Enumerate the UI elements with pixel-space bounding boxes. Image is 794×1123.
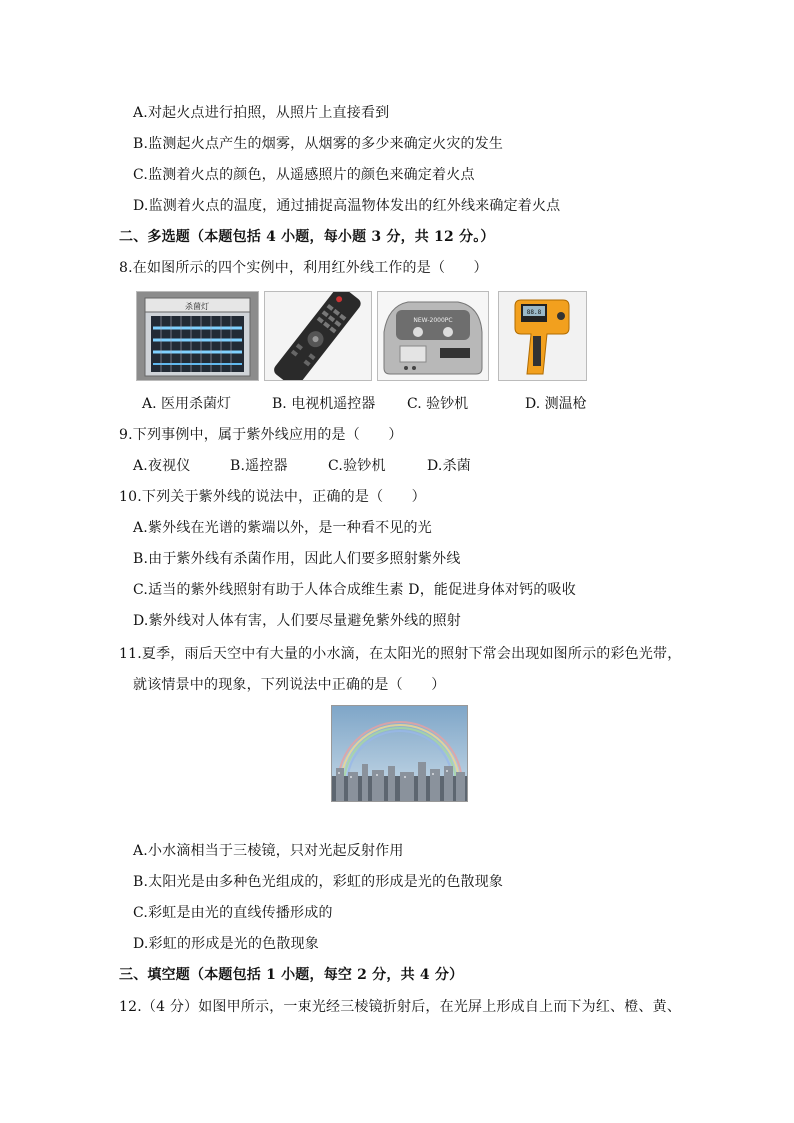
section2-title: 二、多选题（本题包括 4 小题，每小题 3 分，共 12 分。）: [119, 229, 495, 245]
q10-option-d: D.紫外线对人体有害，人们要尽量避免紫外线的照射: [133, 613, 461, 629]
q7-option-b: B.监测起火点产生的烟雾，从烟雾的多少来确定火灾的发生: [133, 136, 504, 152]
q12-stem: 12.（4 分）如图甲所示，一束光经三棱镜折射后，在光屏上形成自上而下为红、橙、黄、: [119, 999, 682, 1015]
section3-title: 三、填空题（本题包括 1 小题，每空 2 分，共 4 分）: [119, 967, 464, 983]
q11-stem-line1: 11.夏季，雨后天空中有大量的小水滴，在太阳光的照射下常会出现如图所示的彩色光带，: [119, 646, 682, 662]
q8-caption-d: D. 测温枪: [525, 396, 587, 412]
q7-option-c: C.监测着火点的颜色，从遥感照片的颜色来确定着火点: [133, 167, 475, 183]
rainbow-city-image: [331, 705, 468, 802]
q8-stem: 8.在如图所示的四个实例中，利用红外线工作的是（ ）: [119, 260, 488, 276]
q10-option-a: A.紫外线在光谱的紫端以外，是一种看不见的光: [133, 520, 432, 536]
tv-remote-image: [264, 291, 372, 381]
q7-option-d: D.监测着火点的温度，通过捕捉高温物体发出的红外线来确定着火点: [133, 198, 561, 214]
q8-caption-a: A. 医用杀菌灯: [142, 396, 232, 412]
q11-option-a: A.小水滴相当于三棱镜，只对光起反射作用: [133, 843, 404, 859]
q10-option-c: C.适当的紫外线照射有助于人体合成维生素 D，能促进身体对钙的吸收: [133, 582, 576, 598]
q10-stem: 10.下列关于紫外线的说法中，正确的是（ ）: [119, 489, 426, 505]
money-detector-image: [377, 291, 489, 381]
q11-option-d: D.彩虹的形成是光的色散现象: [133, 936, 319, 952]
q8-caption-b: B. 电视机遥控器: [272, 396, 376, 412]
q10-option-b: B.由于紫外线有杀菌作用，因此人们要多照射紫外线: [133, 551, 461, 567]
q8-caption-c: C. 验钞机: [407, 396, 469, 412]
q11-option-b: B.太阳光是由多种色光组成的，彩虹的形成是光的色散现象: [133, 874, 504, 890]
thermometer-display: 88.8: [526, 309, 542, 316]
q9-option-d: D.杀菌: [427, 458, 471, 474]
q9-option-c: C.验钞机: [328, 458, 386, 474]
thermometer-gun-image: [498, 291, 587, 381]
q7-option-a: A.对起火点进行拍照，从照片上直接看到: [133, 105, 390, 121]
q9-option-a: A.夜视仪: [133, 458, 191, 474]
q9-option-b: B.遥控器: [230, 458, 288, 474]
q11-option-c: C.彩虹是由光的直线传播形成的: [133, 905, 333, 921]
sterilizer-lamp-image: [136, 291, 259, 381]
q11-stem-line2: 就该情景中的现象，下列说法中正确的是（ ）: [133, 677, 446, 693]
lamp-label: 杀菌灯: [185, 302, 209, 311]
q9-stem: 9.下列事例中，属于紫外线应用的是（ ）: [119, 427, 403, 443]
detector-label: NEW-2000PC: [413, 317, 453, 324]
